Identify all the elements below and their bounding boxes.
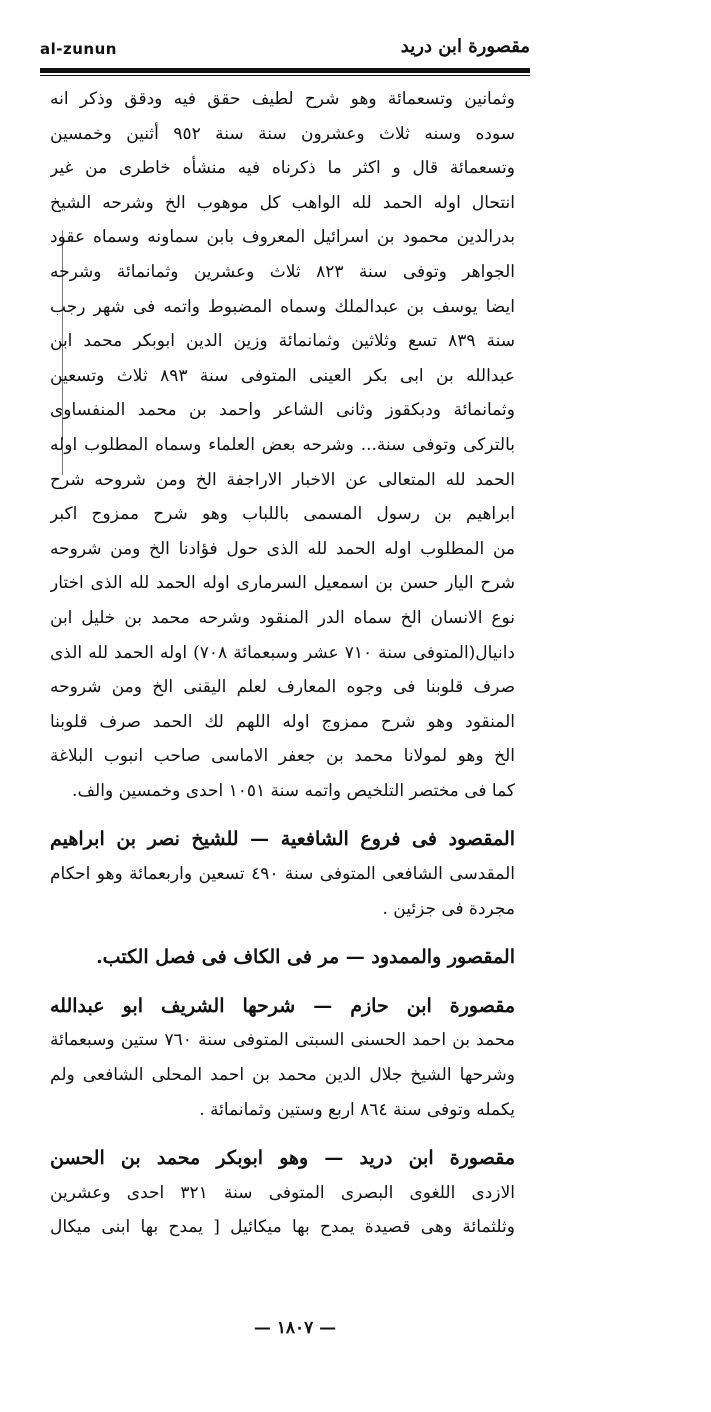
text-line: دانيال(المتوفى سنة ٧١٠ عشر وسبعمائة ٧٠٨) اوله الحمد لله الذى (50, 642, 515, 663)
text-line: سوده وسنه ثلاث وعشرون سنة سنة ٩٥٢ أثنين وخمسين (50, 123, 515, 144)
entry-maqsura-ibn-durayd (50, 1141, 515, 1245)
text-line: المنقود وهو شرح ممزوج اوله اللهم لك الحمد صرف قلوبنا (50, 711, 515, 732)
text-line: المقدسى الشافعى المتوفى سنة ٤٩٠ تسعين واربعمائة وهو احكام (50, 864, 515, 885)
main-text (50, 82, 515, 1245)
entry-heading-line: المقصور والممدود — مر فى الكاف فى فصل الكتب. (96, 946, 515, 969)
text-line: كما فى مختصر التلخيص واتمه سنة ١٠٥١ احدى وخمسين والف. (72, 780, 515, 801)
entry-maqsura-ibn-hazim (50, 989, 515, 1127)
text-line: وثمانين وتسعمائة وهو شرح لطيف حقق فيه ودقق وذكر انه (50, 89, 515, 109)
text-line: يكمله وتوفى سنة ٨٦٤ اربع وستين وثمانمائة . (199, 1099, 515, 1120)
header-rule-thin (40, 75, 530, 76)
entry-heading-line: مقصورة ابن دريد — وهو ابوبكر محمد بن الحسن (50, 1147, 515, 1170)
text-line: بالتركى وتوفى سنة... وشرحه بعض العلماء وسماه المطلوب اوله (50, 434, 515, 455)
text-line: وتسعمائة قال و اكثر ما ذكرناه فيه منشأه خاطرى من غير (50, 158, 515, 179)
text-line: الجواهر وتوفى سنة ٨٢٣ ثلاث وعشرين وثمانمائة وشرحه (50, 261, 515, 282)
text-line: بدرالدين محمود بن اسرائيل المعروف بابن سماونه وسماه عقود (50, 227, 515, 248)
text-line: سنة ٨٣٩ تسع وثلاثين وثمانمائة وزين الدين ابوبكر محمد ابن (50, 331, 515, 352)
text-line: الازدى اللغوى البصرى المتوفى سنة ٣٢١ احدى وعشرين (50, 1182, 515, 1203)
entry-heading-line: المقصود فى فروع الشافعية — للشيخ نصر بن ابراهيم (50, 828, 515, 851)
entry-maqsur-mamdud (50, 940, 515, 975)
text-line: وثلثمائة وهى قصيدة يمدح بها ميكائيل [ يمدح بها ابنى ميكال (50, 1217, 515, 1238)
entry-heading-line: مقصورة ابن حازم — شرحها الشريف ابو عبدالله (50, 994, 515, 1017)
text-line: الحمد لله المتعالى عن الاخبار الاراجفة الخ ومن شروحه شرح (50, 469, 515, 490)
running-header (40, 36, 530, 66)
text-line: عبدالله بن ابى بكر العينى المتوفى سنة ٨٩٣ ثلاث وتسعين (50, 365, 515, 386)
text-line: من المطلوب اوله الحمد لله الذى حول فؤادنا الخ ومن شروحه (50, 538, 515, 559)
header-rule-thick (40, 68, 530, 73)
text-line: ابراهيم بن رسول المسمى باللباب وهو شرح ممزوج اكبر (50, 504, 515, 525)
text-line: محمد بن احمد الحسنى السبتى المتوفى سنة ٧٦٠ ستين وسبعمائة (50, 1030, 515, 1051)
text-line: الخ وهو لمولانا محمد بن جعفر الاماسى صاحب انبوب البلاغة (50, 746, 515, 767)
text-line: وشرحها الشيخ جلال الدين محمد بن احمد المحلى الشافعى ولم (50, 1065, 515, 1086)
entry-maqsud-shafiiya (50, 822, 515, 926)
page-number: — ١٨٠٧ — (253, 1318, 337, 1338)
header-left-text: al-zunun (40, 40, 117, 58)
text-line: نوع الانسان الخ سماه الدر المنقود وشرحه محمد بن خليل ابن (50, 607, 515, 628)
text-line: انتحال اوله الحمد لله الواهب كل موهوب الخ وشرحه الشيخ (50, 192, 515, 213)
text-line: مجردة فى جزئين . (382, 898, 515, 919)
text-line: ايضا يوسف بن عبدالملك وسماه المضبوط واتمه فى شهر رجب (50, 296, 515, 317)
paragraph-continuation (50, 82, 515, 808)
text-line: شرح اليار حسن بن اسمعيل السرمارى اوله الحمد لله الذى اختار (50, 573, 515, 594)
text-line: صرف قلوبنا فى وجوه المعارف لعلم اليقنى الخ ومن شروحه (50, 677, 515, 698)
header-right-title: مقصورة ابن دريد (400, 36, 530, 57)
text-line: وثمانمائة ودبكقوز وثانى الشاعر واحمد بن محمد المنفساوى (50, 400, 515, 421)
